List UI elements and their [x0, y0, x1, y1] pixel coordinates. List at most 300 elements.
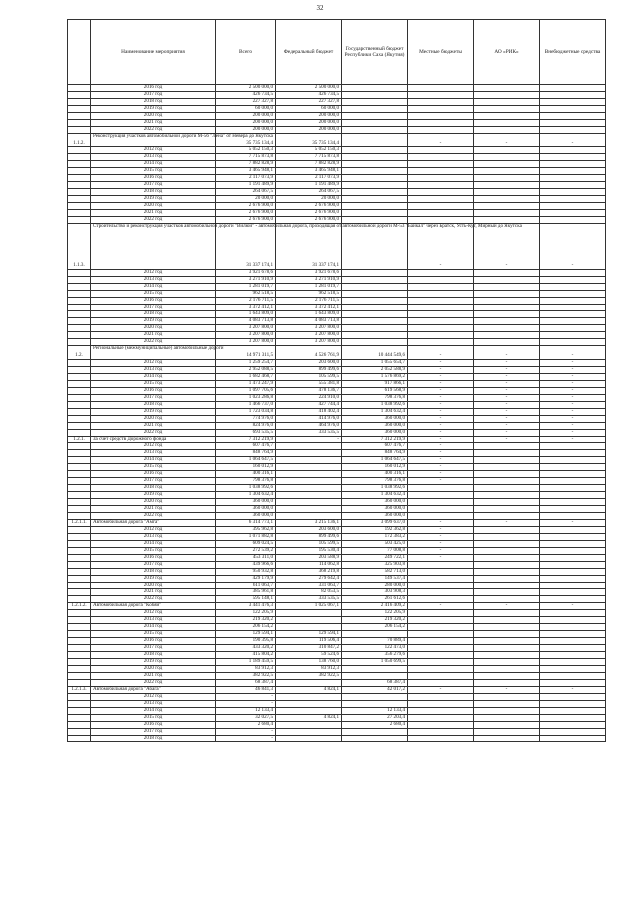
cell-name: 2016 год: [91, 721, 216, 728]
cell-total: 429 179,9: [216, 575, 276, 582]
cell-code: [68, 422, 91, 429]
cell-aorik: [474, 154, 540, 161]
cell-federal: 83 912,3: [276, 665, 342, 672]
cell-total: 385 961,8: [216, 589, 276, 596]
cell-total: 1 304 632,4: [216, 492, 276, 499]
cell-aorik: [474, 575, 540, 582]
cell-local: [408, 693, 474, 700]
cell-aorik: [474, 112, 540, 119]
cell-extra: -: [540, 603, 606, 610]
cell-aorik: [474, 624, 540, 631]
cell-code: [68, 182, 91, 189]
cell-aorik: -: [474, 346, 540, 360]
cell-federal: 200 000,0: [276, 119, 342, 126]
cell-name: 2019 год: [91, 575, 216, 582]
cell-federal: 4 526 761,9: [276, 346, 342, 360]
cell-republic: [342, 297, 408, 304]
cell-aorik: [474, 665, 540, 672]
cell-federal: [276, 464, 342, 471]
table-header-row: [68, 20, 606, 85]
cell-aorik: -: [474, 133, 540, 147]
cell-federal: 4 824,1: [276, 686, 342, 693]
cell-extra: -: [540, 429, 606, 436]
cell-total: 46 841,3: [216, 686, 276, 693]
cell-code: [68, 91, 91, 98]
cell-republic: 325 903,8: [342, 561, 408, 568]
cell-republic: [342, 161, 408, 168]
cell-total: 7 715 873,8: [216, 154, 276, 161]
cell-name: 2012 год: [91, 526, 216, 533]
cell-aorik: [474, 610, 540, 617]
cell-local: -: [408, 554, 474, 561]
cell-federal: 60 000,0: [276, 105, 342, 112]
cell-name: 2018 год: [91, 735, 216, 742]
cell-republic: 1 038 992,6: [342, 485, 408, 492]
cell-republic: [342, 98, 408, 105]
cell-aorik: [474, 203, 540, 210]
cell-code: [68, 126, 91, 133]
cell-code: [68, 119, 91, 126]
cell-aorik: [474, 540, 540, 547]
cell-extra: [540, 728, 606, 735]
cell-federal: [276, 610, 342, 617]
cell-total: 1 643 809,0: [216, 311, 276, 318]
cell-federal: 899 499,6: [276, 366, 342, 373]
cell-total: 2 676 900,0: [216, 217, 276, 224]
cell-federal: 7 715 873,8: [276, 154, 342, 161]
cell-republic: [342, 325, 408, 332]
cell-extra: [540, 168, 606, 175]
cell-extra: [540, 735, 606, 742]
cell-name: 2021 год: [91, 210, 216, 217]
cell-total: 3 207 800,0: [216, 325, 276, 332]
cell-name: 2017 год: [91, 182, 216, 189]
cell-total: 219 320,2: [216, 617, 276, 624]
cell-name: 2013 год: [91, 450, 216, 457]
cell-aorik: [474, 735, 540, 742]
cell-federal: 20 000,0: [276, 196, 342, 203]
cell-federal: 203 600,0: [276, 526, 342, 533]
cell-extra: [540, 276, 606, 283]
cell-total: 609 024,5: [216, 540, 276, 547]
cell-extra: [540, 700, 606, 707]
cell-republic: [342, 175, 408, 182]
cell-republic: [342, 332, 408, 339]
cell-republic: 360 000,0: [342, 422, 408, 429]
cell-extra: [540, 126, 606, 133]
cell-federal: 4 083 713,8: [276, 318, 342, 325]
cell-extra: [540, 147, 606, 154]
cell-federal: 3 207 800,0: [276, 332, 342, 339]
cell-aorik: [474, 168, 540, 175]
cell-local: [408, 304, 474, 311]
cell-extra: [540, 526, 606, 533]
cell-code: [68, 672, 91, 679]
cell-name: 2018 год: [91, 311, 216, 318]
cell-aorik: [474, 485, 540, 492]
cell-extra: [540, 311, 606, 318]
cell-aorik: [474, 297, 540, 304]
cell-extra: [540, 499, 606, 506]
cell-extra: [540, 332, 606, 339]
cell-federal: 3 921 678,6: [276, 269, 342, 276]
cell-local: [408, 638, 474, 645]
cell-extra: [540, 182, 606, 189]
cell-republic: 798 376,8: [342, 394, 408, 401]
cell-code: [68, 269, 91, 276]
cell-name: 2019 год: [91, 659, 216, 666]
cell-name: 2016 год: [91, 638, 216, 645]
cell-extra: [540, 450, 606, 457]
cell-total: 83 912,3: [216, 665, 276, 672]
cell-total: 206 154,2: [216, 624, 276, 631]
cell-republic: [342, 665, 408, 672]
cell-aorik: [474, 652, 540, 659]
cell-local: [408, 161, 474, 168]
cell-code: 1.2.1.1.: [68, 519, 91, 526]
cell-local: -: [408, 450, 474, 457]
cell-total: 2 952 088,5: [216, 366, 276, 373]
cell-aorik: -: [474, 394, 540, 401]
cell-republic: [342, 91, 408, 98]
cell-extra: [540, 457, 606, 464]
cell-extra: [540, 547, 606, 554]
cell-local: [408, 168, 474, 175]
cell-code: [68, 325, 91, 332]
cell-code: [68, 217, 91, 224]
cell-federal: 368 219,8: [276, 568, 342, 575]
cell-total: 2 676 900,0: [216, 203, 276, 210]
cell-republic: 3 099 637,0: [342, 519, 408, 526]
cell-extra: -: [540, 360, 606, 367]
cell-federal: [276, 492, 342, 499]
cell-aorik: -: [474, 380, 540, 387]
section-row: [68, 133, 606, 147]
cell-total: 20 000,0: [216, 196, 276, 203]
cell-local: [408, 210, 474, 217]
cell-aorik: [474, 721, 540, 728]
cell-extra: [540, 175, 606, 182]
cell-code: [68, 665, 91, 672]
cell-republic: [342, 196, 408, 203]
cell-total: 395 962,8: [216, 526, 276, 533]
cell-total: 1 038 992,6: [216, 485, 276, 492]
cell-aorik: [474, 672, 540, 679]
cell-local: [408, 182, 474, 189]
cell-name: 2021 год: [91, 119, 216, 126]
cell-total: 7 882 828,9: [216, 161, 276, 168]
cell-total: 360 000,0: [216, 506, 276, 513]
cell-code: [68, 575, 91, 582]
cell-code: [68, 85, 91, 92]
cell-republic: 582 713,0: [342, 568, 408, 575]
cell-federal: 1 025 067,1: [276, 603, 342, 610]
cell-total: 7 312 219,9: [216, 436, 276, 443]
table-row: [68, 728, 606, 735]
cell-local: -: [408, 526, 474, 533]
cell-federal: 899 499,6: [276, 533, 342, 540]
cell-republic: 848 764,9: [342, 450, 408, 457]
cell-extra: [540, 645, 606, 652]
cell-republic: 122 205,9: [342, 610, 408, 617]
cell-local: [408, 700, 474, 707]
cell-federal: 3 372 412,1: [276, 304, 342, 311]
cell-republic: [342, 276, 408, 283]
cell-aorik: [474, 339, 540, 346]
cell-extra: [540, 492, 606, 499]
cell-republic: 607 476,7: [342, 443, 408, 450]
cell-aorik: [474, 189, 540, 196]
cell-extra: [540, 575, 606, 582]
cell-extra: [540, 196, 606, 203]
cell-local: -: [408, 401, 474, 408]
cell-aorik: [474, 161, 540, 168]
cell-code: [68, 339, 91, 346]
cell-code: [68, 450, 91, 457]
cell-aorik: [474, 119, 540, 126]
cell-federal: 418 402,4: [276, 408, 342, 415]
cell-aorik: -: [474, 408, 540, 415]
cell-aorik: [474, 478, 540, 485]
cell-code: [68, 429, 91, 436]
cell-aorik: [474, 617, 540, 624]
cell-republic: 280 000,0: [342, 582, 408, 589]
cell-federal: 224 910,0: [276, 394, 342, 401]
cell-total: 962 518,5: [216, 290, 276, 297]
cell-total: 129 594,1: [216, 631, 276, 638]
cell-republic: 172 383,2: [342, 533, 408, 540]
cell-extra: [540, 561, 606, 568]
cell-republic: [342, 283, 408, 290]
cell-federal: [276, 499, 342, 506]
cell-code: [68, 714, 91, 721]
cell-extra: [540, 290, 606, 297]
cell-local: [408, 189, 474, 196]
cell-local: [408, 707, 474, 714]
cell-aorik: -: [474, 366, 540, 373]
cell-total: 1 466 737,0: [216, 401, 276, 408]
cell-aorik: -: [474, 429, 540, 436]
section-row: [68, 346, 606, 360]
cell-name: 2018 год: [91, 401, 216, 408]
cell-extra: [540, 659, 606, 666]
cell-name: Региональные (межмуниципальные) автомобильные дороги: [91, 346, 216, 360]
cell-total: 3 207 800,0: [216, 339, 276, 346]
cell-republic: [342, 168, 408, 175]
cell-extra: [540, 652, 606, 659]
cell-aorik: [474, 568, 540, 575]
cell-total: 1 191 489,9: [216, 182, 276, 189]
cell-extra: [540, 161, 606, 168]
cell-aorik: [474, 464, 540, 471]
cell-aorik: -: [474, 436, 540, 443]
cell-name: 2020 год: [91, 499, 216, 506]
cell-name: 2018 год: [91, 652, 216, 659]
cell-name: 2019 год: [91, 492, 216, 499]
cell-total: 1 259 254,7: [216, 360, 276, 367]
cell-republic: 2 052 588,9: [342, 366, 408, 373]
cell-total: 1 281 019,7: [216, 283, 276, 290]
cell-code: [68, 175, 91, 182]
cell-federal: 426 734,5: [276, 91, 342, 98]
cell-name: 2012 год: [91, 147, 216, 154]
cell-aorik: [474, 547, 540, 554]
table-row: [68, 721, 606, 728]
cell-name: 2014 год: [91, 283, 216, 290]
cell-extra: -: [540, 223, 606, 269]
cell-name: 2017 год: [91, 394, 216, 401]
cell-total: -: [216, 693, 276, 700]
cell-republic: [342, 269, 408, 276]
cell-aorik: [474, 325, 540, 332]
cell-extra: [540, 533, 606, 540]
cell-local: [408, 575, 474, 582]
cell-federal: 203 600,0: [276, 360, 342, 367]
cell-total: 1 064 647,5: [216, 457, 276, 464]
cell-code: [68, 721, 91, 728]
cell-extra: [540, 85, 606, 92]
cell-extra: -: [540, 387, 606, 394]
cell-extra: -: [540, 408, 606, 415]
header-aorik: АО «РИК»: [474, 20, 540, 85]
cell-total: 3 921 678,6: [216, 269, 276, 276]
cell-name: 2016 год: [91, 387, 216, 394]
cell-code: [68, 554, 91, 561]
cell-name: 2013 год: [91, 366, 216, 373]
cell-republic: 798 376,8: [342, 478, 408, 485]
cell-extra: [540, 707, 606, 714]
cell-federal: 3 271 910,9: [276, 276, 342, 283]
cell-extra: [540, 304, 606, 311]
cell-local: -: [408, 540, 474, 547]
cell-republic: [342, 728, 408, 735]
cell-local: [408, 269, 474, 276]
cell-total: 35 735 134,4: [216, 133, 276, 147]
cell-extra: [540, 485, 606, 492]
cell-local: [408, 276, 474, 283]
cell-code: [68, 485, 91, 492]
cell-republic: 261 612,6: [342, 596, 408, 603]
cell-total: 60 000,0: [216, 105, 276, 112]
cell-total: 227 327,8: [216, 98, 276, 105]
cell-local: -: [408, 519, 474, 526]
cell-local: [408, 568, 474, 575]
cell-republic: 2 416 409,2: [342, 603, 408, 610]
cell-republic: 356 279,6: [342, 652, 408, 659]
cell-aorik: [474, 533, 540, 540]
cell-name: 2022 год: [91, 339, 216, 346]
cell-code: 1.2.1.: [68, 436, 91, 443]
cell-extra: [540, 624, 606, 631]
cell-aorik: [474, 659, 540, 666]
cell-local: [408, 492, 474, 499]
cell-extra: [540, 189, 606, 196]
table-row: [68, 735, 606, 742]
cell-total: 12 133,4: [216, 707, 276, 714]
cell-code: [68, 154, 91, 161]
cell-extra: -: [540, 394, 606, 401]
cell-federal: 382 922,5: [276, 672, 342, 679]
cell-local: [408, 617, 474, 624]
cell-republic: 2 680,4: [342, 721, 408, 728]
cell-code: [68, 161, 91, 168]
cell-federal: [276, 693, 342, 700]
cell-name: 2022 год: [91, 679, 216, 686]
cell-name: 2015 год: [91, 631, 216, 638]
cell-republic: 70 889,4: [342, 638, 408, 645]
cell-extra: [540, 105, 606, 112]
cell-extra: [540, 339, 606, 346]
cell-code: 1.2.: [68, 346, 91, 360]
cell-code: [68, 318, 91, 325]
cell-total: 200 000,0: [216, 119, 276, 126]
cell-local: -: [408, 346, 474, 360]
cell-total: 426 734,5: [216, 91, 276, 98]
table-row: [68, 575, 606, 582]
cell-total: 1 682 468,7: [216, 373, 276, 380]
cell-extra: [540, 693, 606, 700]
cell-code: [68, 526, 91, 533]
cell-federal: [276, 700, 342, 707]
cell-code: [68, 464, 91, 471]
cell-aorik: [474, 714, 540, 721]
cell-aorik: [474, 175, 540, 182]
cell-republic: [342, 112, 408, 119]
cell-republic: 149 537,4: [342, 575, 408, 582]
cell-code: [68, 700, 91, 707]
cell-local: [408, 610, 474, 617]
cell-local: [408, 652, 474, 659]
cell-code: [68, 547, 91, 554]
cell-extra: [540, 672, 606, 679]
cell-local: [408, 119, 474, 126]
cell-republic: 249 722,1: [342, 554, 408, 561]
cell-total: 433 320,2: [216, 645, 276, 652]
cell-total: 400 316,1: [216, 471, 276, 478]
cell-name: 2014 год: [91, 457, 216, 464]
cell-code: [68, 589, 91, 596]
header-total: Всего: [216, 20, 276, 85]
cell-total: 200 000,0: [216, 126, 276, 133]
cell-republic: 1 576 869,2: [342, 373, 408, 380]
cell-local: [408, 311, 474, 318]
cell-name: 2022 год: [91, 513, 216, 520]
cell-name: 2020 год: [91, 112, 216, 119]
cell-local: [408, 91, 474, 98]
cell-name: 2016 год: [91, 175, 216, 182]
cell-total: 360 000,0: [216, 499, 276, 506]
cell-republic: [342, 318, 408, 325]
cell-federal: 119 506,4: [276, 638, 342, 645]
header-federal: Федеральный бюджет: [276, 20, 342, 85]
cell-name: 2012 год: [91, 443, 216, 450]
cell-name: 2021 год: [91, 506, 216, 513]
cell-code: [68, 617, 91, 624]
cell-code: [68, 540, 91, 547]
cell-local: [408, 318, 474, 325]
cell-local: [408, 645, 474, 652]
cell-code: [68, 492, 91, 499]
cell-local: -: [408, 457, 474, 464]
cell-local: [408, 98, 474, 105]
cell-name: 2017 год: [91, 478, 216, 485]
cell-extra: [540, 318, 606, 325]
cell-local: [408, 582, 474, 589]
cell-extra: [540, 443, 606, 450]
cell-name: 2017 год: [91, 304, 216, 311]
cell-extra: [540, 217, 606, 224]
cell-republic: 917 866,1: [342, 380, 408, 387]
